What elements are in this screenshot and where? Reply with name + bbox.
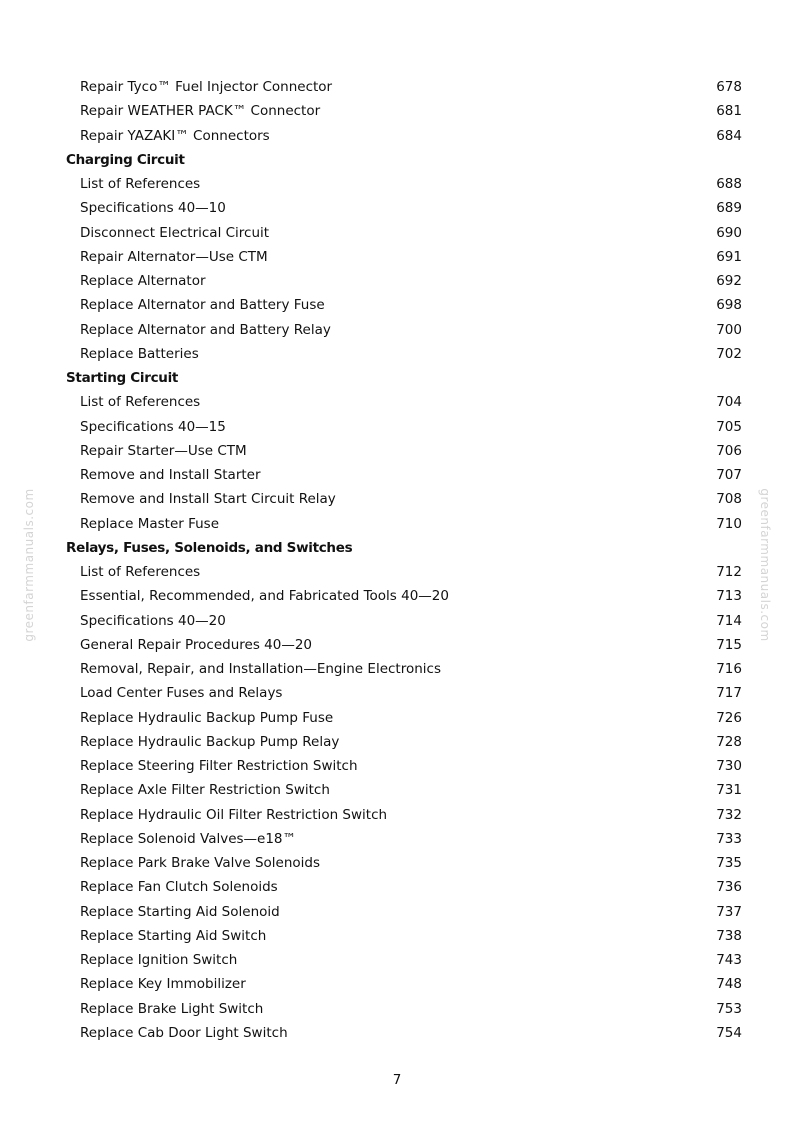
entry-title: Repair Starter—Use CTM [80,442,247,459]
toc-entry[interactable] [0,730,794,754]
entry-title: Specifications 40—10 [80,200,226,217]
entry-page-number: 678 [716,79,742,95]
entry-title: Replace Master Fuse [80,515,220,532]
entry-page-number: 731 [716,782,742,799]
section-title: Charging Circuit [66,151,185,168]
toc-entry[interactable] [0,875,794,899]
entry-page-number: 707 [716,467,742,483]
entry-page-number: 692 [716,273,742,289]
page-number: 7 [392,1072,402,1088]
entry-title: Replace Ignition Switch [80,952,238,968]
toc-section-heading [0,536,794,560]
toc-entry[interactable] [0,75,794,99]
toc-entry[interactable] [0,924,794,948]
entry-title: Replace Solenoid Valves—e18™ [80,830,297,847]
entry-title: Remove and Install Starter [80,467,261,483]
toc-entry[interactable] [0,439,794,463]
entry-page-number: 705 [716,418,742,435]
entry-page-number: 726 [716,709,742,726]
entry-page-number: 735 [716,855,742,871]
toc-entry[interactable] [0,487,794,511]
entry-page-number: 732 [716,806,742,823]
entry-page-number: 706 [716,442,742,459]
section-title: Starting Circuit [66,370,179,386]
toc-entry[interactable] [0,706,794,730]
toc-entry[interactable] [0,124,794,148]
toc-section-heading [0,366,794,390]
toc-entry[interactable] [0,196,794,220]
toc-entry[interactable] [0,512,794,536]
watermark-right: greenfarmmanuals.com [758,488,772,642]
entry-title: Specifications 40—20 [80,612,226,629]
toc-entry[interactable] [0,997,794,1021]
entry-title: Replace Alternator and Battery Fuse [80,297,325,314]
entry-title: Disconnect Electrical Circuit [80,224,270,241]
entry-title: Replace Key Immobilizer [80,976,246,993]
toc-entry[interactable] [0,609,794,633]
entry-page-number: 736 [716,879,742,896]
entry-page-number: 748 [716,976,742,993]
entry-page-number: 743 [716,952,742,968]
toc-entry[interactable] [0,293,794,317]
entry-page-number: 688 [716,176,742,192]
toc-entry[interactable] [0,463,794,487]
entry-title: Repair YAZAKI™ Connectors [80,127,270,144]
entry-title: List of References [80,394,201,411]
entry-title: Replace Brake Light Switch [80,1000,264,1017]
toc-entry[interactable] [0,657,794,681]
toc-section-heading [0,148,794,172]
toc-entry[interactable] [0,1021,794,1045]
entry-page-number: 700 [716,321,742,338]
entry-page-number: 691 [716,248,742,265]
toc-entry[interactable] [0,342,794,366]
entry-page-number: 714 [716,612,742,629]
entry-page-number: 728 [716,733,742,750]
entry-title: Repair Tyco™ Fuel Injector Connector [80,79,333,95]
entry-title: Replace Axle Filter Restriction Switch [80,782,330,799]
toc-entry[interactable] [0,851,794,875]
toc-entry[interactable] [0,415,794,439]
entry-title: Load Center Fuses and Relays [80,685,283,702]
toc-entry[interactable] [0,318,794,342]
entry-page-number: 710 [716,515,742,532]
entry-page-number: 690 [716,224,742,241]
toc-entry[interactable] [0,584,794,608]
entry-title: Remove and Install Start Circuit Relay [80,491,336,508]
toc-entry[interactable] [0,900,794,924]
entry-page-number: 702 [716,345,742,362]
toc-entry[interactable] [0,390,794,414]
toc-entry[interactable] [0,172,794,196]
table-of-contents [0,75,794,1045]
entry-title: Replace Hydraulic Oil Filter Restriction Switch [80,806,388,823]
entry-title: Replace Alternator and Battery Relay [80,321,331,338]
entry-title: Replace Cab Door Light Switch [80,1024,288,1041]
entry-page-number: 698 [716,297,742,314]
entry-page-number: 715 [716,636,742,653]
entry-page-number: 689 [716,200,742,217]
entry-title: Replace Hydraulic Backup Pump Fuse [80,709,334,726]
toc-entry[interactable] [0,754,794,778]
entry-page-number: 712 [716,564,742,580]
entry-page-number: 684 [716,127,742,144]
toc-entry[interactable] [0,803,794,827]
toc-entry[interactable] [0,269,794,293]
entry-page-number: 708 [716,491,742,508]
entry-page-number: 737 [716,903,742,920]
entry-page-number: 738 [716,927,742,944]
toc-entry[interactable] [0,827,794,851]
entry-page-number: 713 [716,588,742,605]
entry-page-number: 753 [716,1000,742,1017]
entry-page-number: 681 [716,103,742,120]
entry-title: Essential, Recommended, and Fabricated Tools 40—20 [80,588,449,605]
entry-page-number: 730 [716,758,742,774]
entry-page-number: 716 [716,661,742,677]
entry-title: Replace Fan Clutch Solenoids [80,879,278,896]
entry-title: List of References [80,564,201,580]
entry-title: General Repair Procedures 40—20 [80,636,313,653]
entry-title: Replace Batteries [80,345,199,362]
entry-title: Repair WEATHER PACK™ Connector [80,103,321,120]
toc-entry[interactable] [0,99,794,123]
entry-page-number: 717 [716,685,742,702]
section-title: Relays, Fuses, Solenoids, and Switches [66,539,353,556]
entry-page-number: 704 [716,394,742,411]
toc-entry[interactable] [0,633,794,657]
entry-title: List of References [80,176,201,192]
toc-entry[interactable] [0,221,794,245]
toc-entry[interactable] [0,245,794,269]
entry-title: Replace Hydraulic Backup Pump Relay [80,733,340,750]
toc-entry[interactable] [0,972,794,996]
toc-entry[interactable] [0,560,794,584]
entry-page-number: 754 [716,1024,742,1041]
entry-title: Replace Starting Aid Solenoid [80,903,280,920]
toc-entry[interactable] [0,778,794,802]
toc-entry[interactable] [0,948,794,972]
entry-title: Replace Starting Aid Switch [80,927,267,944]
entry-title: Repair Alternator—Use CTM [80,248,268,265]
entry-title: Replace Steering Filter Restriction Switch [80,758,358,774]
entry-page-number: 733 [716,830,742,847]
entry-title: Replace Alternator [80,273,206,289]
watermark-left: greenfarmmanuals.com [22,488,36,642]
entry-title: Replace Park Brake Valve Solenoids [80,855,321,871]
entry-title: Removal, Repair, and Installation—Engine Electronics [80,661,441,677]
toc-entry[interactable] [0,681,794,705]
entry-title: Specifications 40—15 [80,418,226,435]
